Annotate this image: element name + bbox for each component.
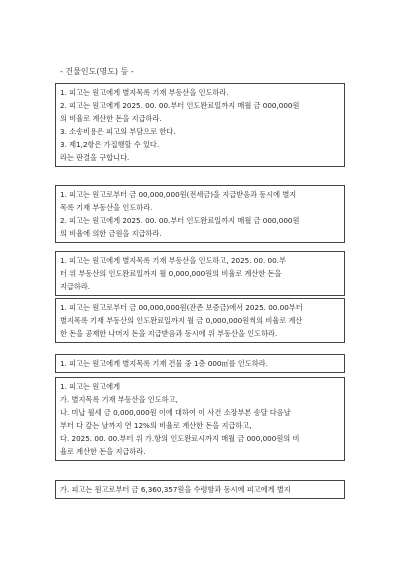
text-line: 나. 미납 월세 금 0,000,000원 이에 대하여 이 사건 소장부본 송달 다음날 — [60, 408, 291, 417]
text-line: 별지목록 기재 부동산의 인도완료일까지 월 금 0,000,000원씩의 비율로 계산 — [60, 316, 303, 325]
text-line: 부터 다 갚는 날까지 연 12%의 비율로 계산한 돈을 지급하고, — [60, 421, 252, 430]
text-line: 1. 피고는 원고에게 별지목록 기재 부동산을 인도하고, 2025. 00. 00.부 — [60, 256, 286, 265]
text-line: 한 돈을 공제한 나머지 돈을 지급받음과 동시에 위 부동산을 인도하라. — [60, 329, 278, 338]
text-line: 터 위 부동산의 인도완료일까지 월 0,000,000원의 비율로 계산한 돈을 — [60, 269, 282, 278]
text-line: 율로 계산한 돈을 지급하라. — [60, 447, 146, 456]
claim-block-7 — [55, 480, 345, 499]
text-line: 3. 제1,2항은 가집행할 수 있다. — [60, 140, 160, 149]
text-line: 2. 피고는 원고에게 2025. 00. 00.부터 인도완료일까지 매월 금 000,000원 — [60, 216, 300, 225]
text-line: 1. 피고는 원고에게 별지목록 기재 건물 중 1층 000㎡를 인도하라. — [60, 359, 268, 368]
claim-block-6 — [55, 377, 345, 461]
text-line: 의 비율에 의한 금원을 지급하라. — [60, 229, 162, 238]
text-line: 3. 소송비용은 피고의 부담으로 한다. — [60, 127, 176, 136]
text-line: 2. 피고는 원고에게 2025. 00. 00.부터 인도완료일까지 매월 금 000,000원 — [60, 101, 300, 110]
claim-block-3 — [55, 251, 345, 296]
text-line: 1. 피고는 원고에게 별지목록 기재 부동산을 인도하라. — [60, 88, 229, 97]
claim-block-2 — [55, 185, 345, 243]
text-line: 1. 피고는 원고로부터 금 00,000,000원(잔존 보증금)에서 2025. 00.00부터 — [60, 303, 303, 312]
text-line: 다. 2025. 00. 00.부터 위 가.항의 인도완료시까지 매월 금 000,000원의 비 — [60, 434, 300, 443]
text-line: 라는 판결을 구합니다. — [60, 153, 130, 162]
document-heading: - 건물인도(명도) 등 - — [60, 67, 134, 76]
claim-block-5 — [55, 354, 345, 373]
text-line: 의 비율로 계산한 돈을 지급하라. — [60, 114, 162, 123]
text-line: 가. 피고는 원고로부터 금 6,360,357원을 수령함과 동시에 피고에게 별지 — [60, 485, 291, 494]
text-line: 1. 피고는 원고에게 — [60, 382, 121, 391]
claim-block-4 — [55, 298, 345, 343]
claim-block-1 — [55, 83, 345, 167]
text-line: 1. 피고는 원고로부터 금 00,000,000원(전세금)을 지급받음과 동시에 별지 — [60, 190, 297, 199]
text-line: 목록 기재 부동산을 인도하라. — [60, 203, 153, 212]
text-line: 가. 별지목록 기재 부동산을 인도하고, — [60, 395, 178, 404]
text-line: 지급하라. — [60, 282, 91, 291]
